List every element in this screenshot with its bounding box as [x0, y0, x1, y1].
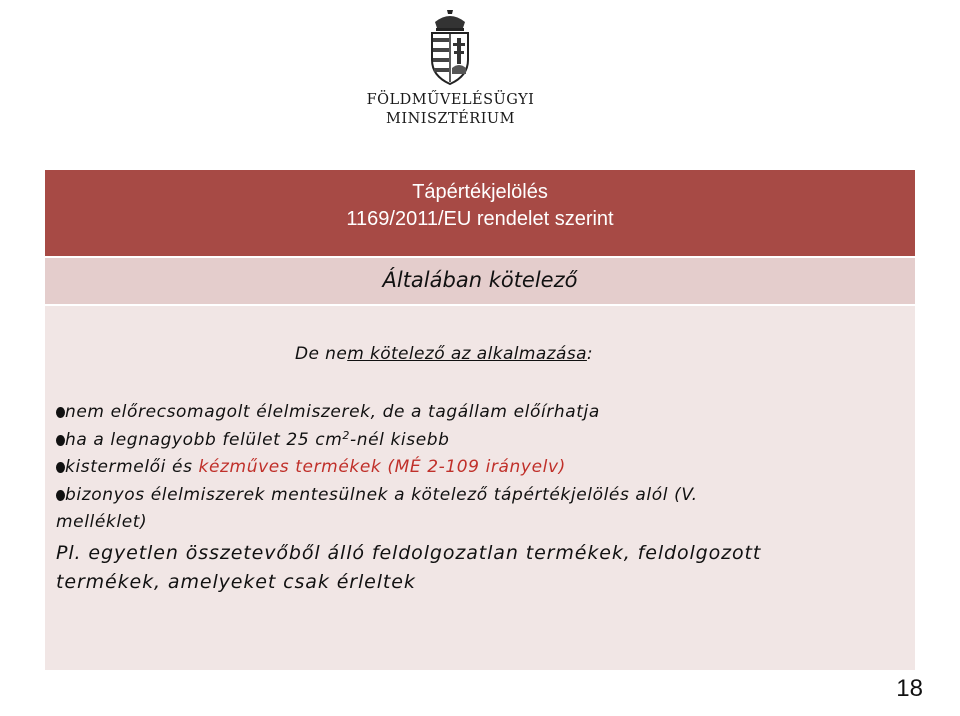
bullet-text-highlight: kézműves termékek (MÉ 2-109 irányelv) [198, 457, 566, 477]
logo-text-line2: MINISZTÉRIUM [386, 111, 515, 127]
bullet-dot-icon [56, 435, 65, 446]
heading-underlined: m kötelező az alkalmazása [347, 344, 587, 364]
example-line-1: Pl. egyetlen összetevőből álló feldolgozatlan termékek, feldolgozott [56, 542, 762, 564]
page-number: 18 [896, 675, 923, 702]
content-heading [295, 344, 593, 364]
slide-title-regulation: 1169/2011/EU rendelet szerint [346, 208, 614, 230]
slide-title: Tápértékjelölés [412, 181, 548, 203]
bullet-item [56, 457, 566, 477]
bullet-superscript: 2 [342, 429, 350, 442]
heading-prefix: De ne [295, 344, 348, 364]
bullet-text-suffix: -nél kisebb [349, 430, 450, 450]
example-line-2: termékek, amelyeket csak érleltek [56, 571, 416, 593]
bullet-dot-icon [56, 407, 65, 418]
bullet-text: bizonyos élelmiszerek mentesülnek a kötelező tápértékjelölés alól (V. [65, 485, 698, 505]
bullet-text: kistermelői és [65, 457, 199, 477]
bullet-dot-icon [56, 490, 65, 501]
bullet-continuation: melléklet) [56, 512, 148, 532]
bullet-item [56, 429, 450, 450]
content-box [45, 306, 915, 670]
bullet-text: ha a legnagyobb felület 25 cm [65, 430, 343, 450]
coat-of-arms-icon [425, 8, 475, 88]
slide-title-box [45, 170, 915, 256]
ministry-logo [361, 6, 540, 127]
bullet-item [56, 485, 698, 505]
logo-text-line1: FÖLDMŰVELÉSÜGYI [366, 92, 535, 108]
heading-suffix: : [586, 344, 594, 364]
bullet-dot-icon [56, 462, 65, 473]
slide-subtitle-box [45, 258, 915, 304]
bullet-text: nem előrecsomagolt élelmiszerek, de a tagállam előírhatja [65, 402, 600, 422]
slide-subtitle: Általában kötelező [382, 268, 578, 292]
bullet-item [56, 402, 600, 422]
